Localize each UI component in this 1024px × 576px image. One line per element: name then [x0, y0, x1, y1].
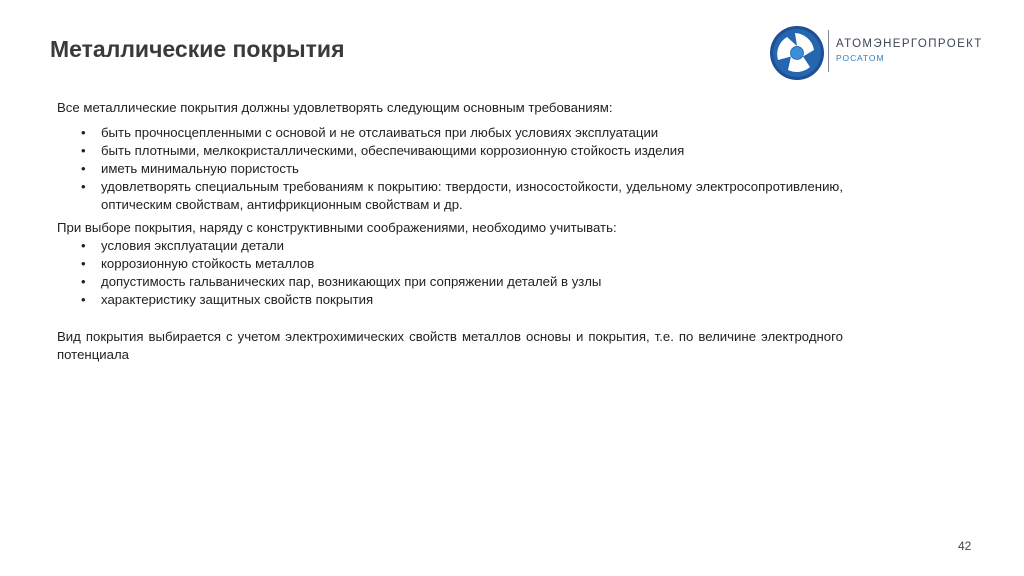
bullet: •: [81, 179, 86, 194]
list-item: • быть плотными, мелкокристаллическими, обеспечивающими коррозионную стойкость изделия: [81, 143, 685, 158]
list-item: • условия эксплуатации детали: [81, 238, 285, 253]
bullet: •: [81, 274, 86, 289]
logo-text: [836, 38, 983, 63]
list-item: • характеристику защитных свойств покрытия: [81, 292, 374, 307]
considerations-intro: При выборе покрытия, наряду с конструктивными соображениями, необходимо учитывать:: [57, 220, 617, 235]
requirements-intro: Все металлические покрытия должны удовлетворять следующим основным требованиям:: [57, 100, 613, 115]
page-number: 42: [958, 539, 972, 553]
brand-name: АТОМЭНЕРГОПРОЕКТ: [836, 38, 983, 50]
bullet: •: [81, 161, 86, 176]
bullet: •: [81, 238, 86, 253]
list-item: • удовлетворять специальным требованиям к покрытию: твердости, износостойкости, удельному электросопротивлению, оптическим свойствам, антифрикционным свойствам и др.: [81, 179, 843, 212]
slide-content: [57, 99, 843, 364]
conclusion-paragraph: Вид покрытия выбирается с учетом электрохимических свойств металлов основы и покрытия, т.е. по величине электродного потенциала: [57, 329, 843, 362]
list-item: • коррозионную стойкость металлов: [81, 256, 315, 271]
list-item: • иметь минимальную пористость: [81, 161, 299, 176]
bullet: •: [81, 143, 86, 158]
brand-subtitle: РОСАТОМ: [836, 53, 885, 63]
bullet: •: [81, 125, 86, 140]
slide-title: Металлические покрытия: [50, 36, 345, 62]
bullet: •: [81, 292, 86, 307]
bullet: •: [81, 256, 86, 271]
considerations-list: [57, 237, 843, 309]
list-item: • допустимость гальванических пар, возникающих при сопряжении деталей в узлы: [81, 274, 602, 289]
atom-icon: [770, 26, 824, 80]
list-item: • быть прочносцепленными с основой и не отслаиваться при любых условиях эксплуатации: [81, 125, 659, 140]
logo-divider: [828, 30, 829, 72]
requirements-list: [57, 124, 843, 214]
